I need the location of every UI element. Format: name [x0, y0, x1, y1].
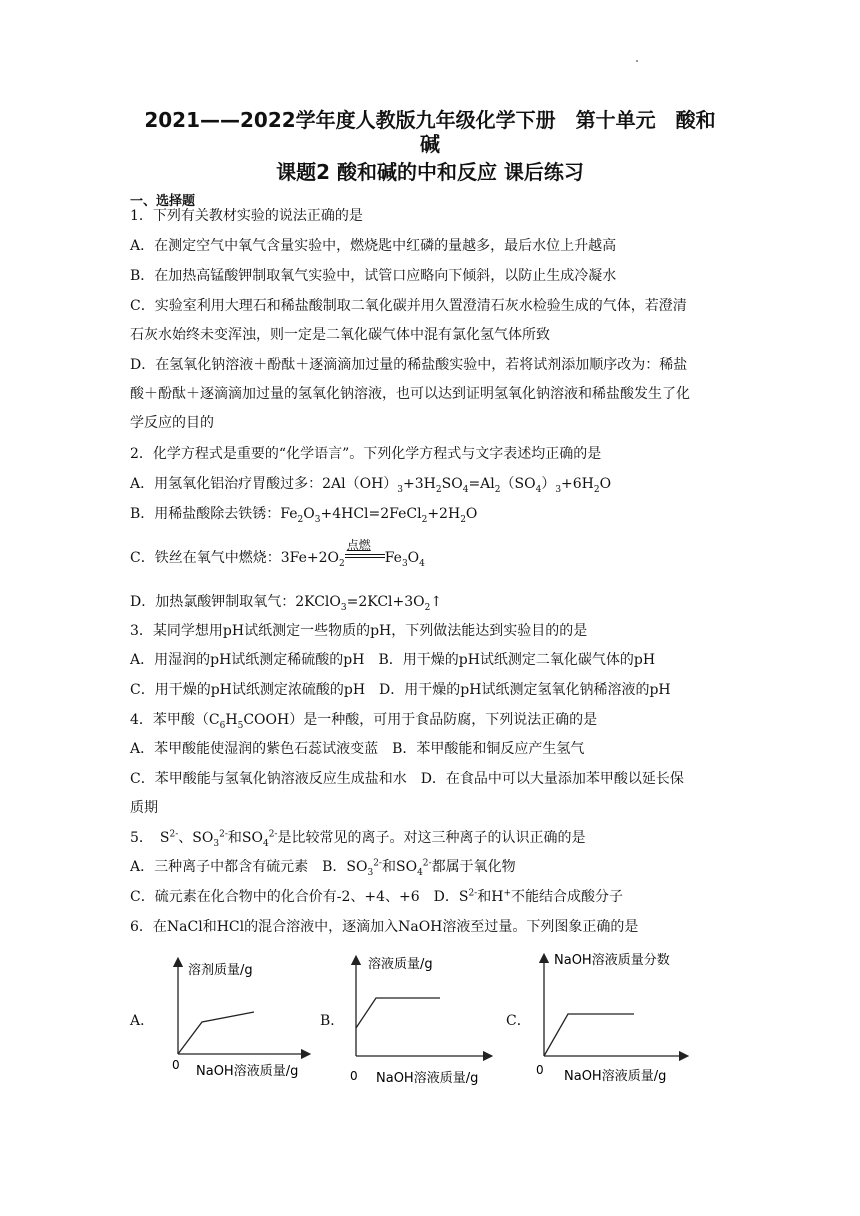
q5-stem: 5． $S^{2-}$、$SO_3^{2-}$和$SO_4^{2-}$是比较常见的离子。对这三种离子的认识正确的是 [130, 829, 586, 849]
graph-b-option-label: B． [320, 1013, 345, 1029]
q6-stem: 6．在NaCl和HCl的混合溶液中，逐滴加入NaOH溶液至过量。下列图象正确的是 [130, 919, 639, 935]
q2-stem: 2．化学方程式是重要的“化学语言”。下列化学方程式与文字表述均正确的是 [130, 446, 602, 462]
q2-option-a: A．用氢氧化铝治疗胃酸过多：$2Al(OH)_3+3H_2SO_4=Al_2(SO_4)_3+6H_2O$ [130, 476, 612, 495]
graph-a-option-label: A． [130, 1013, 155, 1029]
q1-option-d-line2: 酸＋酚酞＋逐滴滴加过量的氢氧化钠溶液，也可以达到证明氢氧化钠溶液和稀盐酸发生了化 [130, 386, 690, 402]
q1-option-d-line3: 学反应的目的 [130, 415, 214, 431]
q1-option-c-line1: C．实验室利用大理石和稀盐酸制取二氧化碳并用久置澄清石灰水检验生成的气体，若澄清 [130, 298, 687, 314]
page-title-line2: 碱 [420, 132, 440, 156]
graph-c-origin: 0 [536, 1063, 544, 1077]
graph-c-curve [544, 1014, 634, 1056]
q3-options-ab: A．用湿润的pH试纸测定稀硫酸的pH B．用干燥的pH试纸测定二氧化碳气体的pH [130, 652, 656, 668]
graph-c-x-label: NaOH溶液质量/g [564, 1069, 667, 1084]
q1-option-a: A．在测定空气中氧气含量实验中，燃烧匙中红磷的量越多，最后水位上升越高 [130, 238, 617, 254]
q1-option-b: B．在加热高锰酸钾制取氧气实验中，试管口应略向下倾斜，以防止生成冷凝水 [130, 268, 617, 284]
graph-b [342, 948, 502, 1088]
corner-mark [636, 60, 638, 62]
page-subtitle: 课题2 酸和碱的中和反应 课后练习 [276, 160, 584, 184]
graph-a-x-label: NaOH溶液质量/g [196, 1064, 299, 1079]
graph-c [530, 946, 700, 1088]
graph-a-y-label: 溶剂质量/g [188, 963, 253, 978]
q2-option-b: B．用稀盐酸除去铁锈：$Fe_2O_3+4HCl=2FeCl_2+2H_2O$ [130, 506, 478, 525]
q4-options-cd-line2: 质期 [130, 800, 158, 816]
q4-stem: 4．苯甲酸$(C_6H_5COOH)$是一种酸，可用于食品防腐，下列说法正确的是 [130, 712, 598, 731]
q3-options-cd: C．用干燥的pH试纸测定浓硫酸的pH D．用干燥的pH试纸测定氢氧化钠稀溶液的pH [130, 682, 671, 698]
graph-b-x-label: NaOH溶液质量/g [376, 1071, 479, 1086]
q5-options-cd: C．硫元素在化合物中的化合价有-2、+4、+6 D．$S^{2-}$和H+不能结合成酸分子 [130, 888, 623, 905]
q4-options-ab: A．苯甲酸能使湿润的紫色石蕊试液变蓝 B．苯甲酸能和铜反应产生氢气 [130, 741, 585, 757]
graph-b-origin: 0 [350, 1069, 358, 1083]
graph-c-option-label: C． [506, 1013, 531, 1029]
section-heading: 一、选择题 [130, 194, 196, 209]
page-title-line1: 2021——2022学年度人教版九年级化学下册 第十单元 酸和 [144, 108, 716, 132]
q2-option-d: D．加热氯酸钾制取氧气：$2KClO_3=2KCl+3O_2↑$ [130, 594, 443, 613]
graph-b-curve [356, 998, 440, 1028]
q4-options-cd-line1: C．苯甲酸能与氢氧化钠溶液反应生成盐和水 D．在食品中可以大量添加苯甲酸以延长保 [130, 771, 684, 787]
q5-options-ab: A．三种离子中都含有硫元素 B．$SO_3^{2-}$和$SO_4^{2-}$都属于氧化物 [130, 858, 516, 878]
graph-a-origin: 0 [172, 1058, 180, 1072]
graph-b-y-label: 溶液质量/g [368, 957, 433, 972]
reaction-condition: 点燃 [345, 548, 385, 562]
graph-a [166, 950, 316, 1085]
q1-option-d-line1: D．在氢氧化钠溶液＋酚酞＋逐滴滴加过量的稀盐酸实验中，若将试剂添加顺序改为：稀盐 [130, 357, 688, 373]
q1-option-c-line2: 石灰水始终未变浑浊，则一定是二氧化碳气体中混有氯化氢气体所致 [130, 327, 550, 343]
graph-c-y-label: NaOH溶液质量分数 [554, 953, 670, 968]
graph-a-curve [178, 1012, 254, 1054]
q3-stem: 3．某同学想用pH试纸测定一些物质的pH，下列做法能达到实验目的的是 [130, 623, 588, 639]
q1-stem: 1．下列有关教材实验的说法正确的是 [130, 208, 363, 224]
q2-option-c: C．铁丝在氧气中燃烧：$3Fe+2O_2$ 点燃 $Fe_3O_4$ [130, 538, 425, 569]
